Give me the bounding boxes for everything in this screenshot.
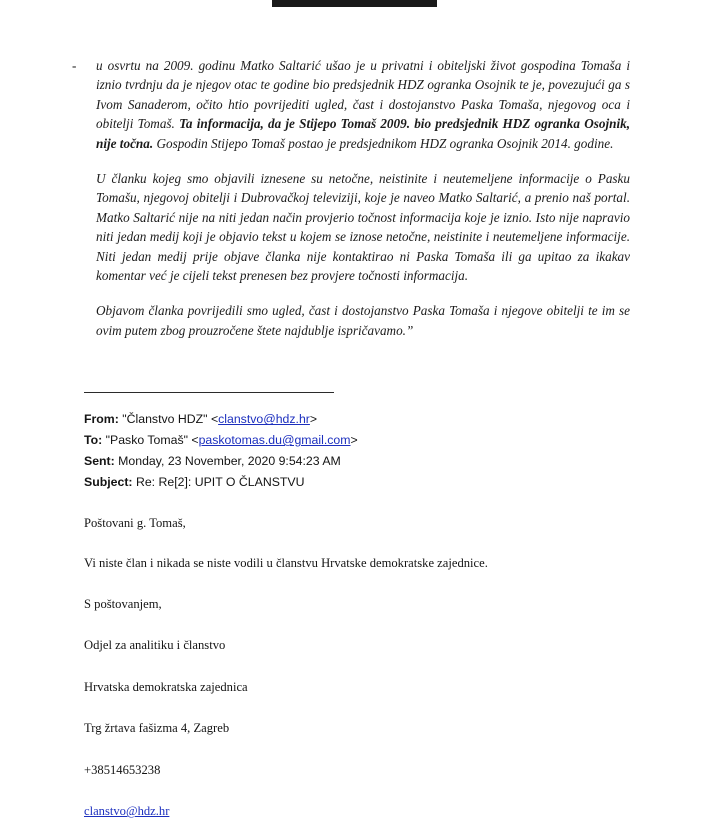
email-body-block [72, 514, 630, 822]
email-from-label: From: [84, 412, 119, 427]
email-from-address[interactable]: clanstvo@hdz.hr [218, 412, 310, 427]
signature-phone: +38514653238 [84, 762, 161, 777]
email-body-text: Vi niste član i nikada se niste vodili u članstvu Hrvatske demokratske zajednice. [84, 556, 488, 571]
article-paragraph-1-text-a: u osvrtu na 2009. godinu Matko Saltarić ušao je u privatni i obiteljski život gospodina Tomaša i iznio tvrdnju da je njegov otac te godine bio predsjednik HDZ ogranka Osojnik te je, povezujući ga s Ivom Sanaderom, očito htio povrijediti ugled, čast i dostojanstvo Paska Tomaša, njegovog oca i obitelji Tomaš. [96, 58, 630, 132]
article-paragraph-1 [72, 56, 630, 153]
article-paragraph-3: Objavom članka povrijedili smo ugled, čast i dostojanstvo Paska Tomaša i njegove obitelji te im se ovim putem zbog prouzročene štete najdublje ispričavamo.” [96, 303, 630, 338]
article-paragraph-2: U članku kojeg smo objavili iznesene su netočne, neistinite i neutemeljene informacije o Pasku Tomašu, njegovoj obitelji i Dubrovačkoj televiziji, koje je naveo Matko Saltarić, a prenio naš portal. Matko Saltarić nije na niti jedan način provjerio točnost informacija koje je iznio. Isto nije napravio niti jedan medij koji je objavio tekst u kojem se iznose netočne, neistinite i neutemeljene informacije. Niti jedan medij prije objave članka nije kontaktirao ni Paska Tomaša ili ga upitao za ikakav komentar već je cijeli tekst prenesen bez provjere točnosti informacija. [96, 171, 630, 284]
email-sent-value: Monday, 23 November, 2020 9:54:23 AM [118, 453, 341, 468]
signature-email-link[interactable]: clanstvo@hdz.hr [84, 804, 170, 819]
email-subject-label: Subject: [84, 474, 133, 489]
email-from-row [84, 411, 630, 429]
email-to-name: "Pasko Tomaš" < [105, 433, 199, 448]
signature-organization: Hrvatska demokratska zajednica [84, 679, 248, 694]
signature-address: Trg žrtava fašizma 4, Zagreb [84, 721, 230, 736]
email-to-close: > [350, 433, 358, 448]
email-subject-value: Re: Re[2]: UPIT O ČLANSTVU [135, 474, 305, 489]
email-from-close: > [309, 412, 318, 427]
article-quote-block [72, 56, 630, 340]
email-from-name: "Članstvo HDZ" < [122, 412, 219, 427]
email-closing: S poštovanjem, [84, 597, 162, 612]
email-sent-label: Sent: [84, 453, 115, 468]
signature-email [84, 802, 630, 822]
email-sent-row [84, 453, 630, 471]
signature-department: Odjel za analitiku i članstvo [84, 638, 226, 653]
section-divider [84, 392, 334, 393]
bullet-dash-icon: - [72, 58, 77, 73]
email-to-address[interactable]: paskotomas.du@gmail.com [198, 433, 351, 448]
email-subject-row [84, 474, 630, 492]
email-greeting: Poštovani g. Tomaš, [84, 515, 186, 530]
email-to-label: To: [84, 433, 103, 448]
email-signature [84, 636, 630, 822]
article-paragraph-1-bold: Ta informacija, da je Stijepo Tomaš 2009. bio predsjednik HDZ ogranka Osojnik, nije točna. [96, 116, 631, 151]
email-header-block [72, 411, 630, 491]
email-to-row [84, 432, 630, 450]
article-paragraph-1-text-b: Gospodin Stijepo Tomaš postao je predsjednikom HDZ ogranka Osojnik 2014. godine. [153, 135, 614, 151]
